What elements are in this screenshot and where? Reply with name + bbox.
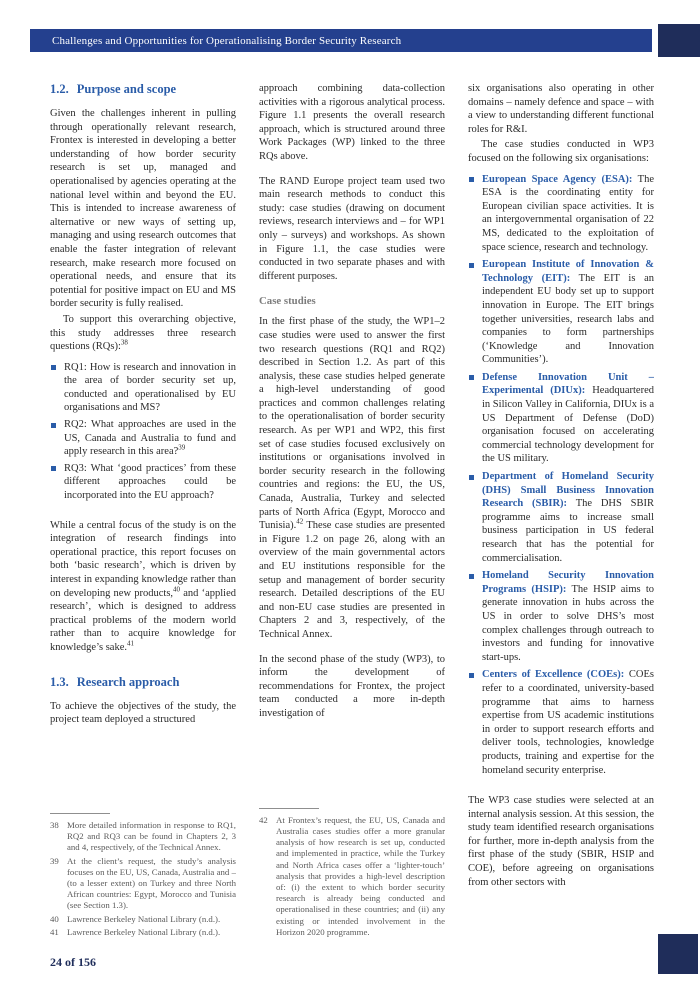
paragraph-text: Given the challenges inherent in pulling through operationally relevant research, Frontex is interested in developing a better understanding of how border security research is set up, managed and operationalised by agencies operating at the national level within and beyond the EU. This is intended to increase awareness of alternative or new ways of setting up, managing and using research outcomes that enable the faster integration of relevant research, make research more focused on operational needs, and ensure that its potential for positive impact on EU and MS border security is fully realised. <box>50 108 236 310</box>
footnote-number: 40 <box>50 913 59 924</box>
org-item-diux <box>468 371 654 466</box>
org-desc: The HSIP aims to generate innovation in hubs across the US in order to solve DHS’s most complex challenges through outreach to investors and funding for innovative start-ups. <box>482 583 654 663</box>
footnote-number: 41 <box>50 926 59 937</box>
page-number: 24 of 156 <box>50 955 96 969</box>
section-title: Research approach <box>76 674 180 689</box>
paragraph-text: While a central focus of the study is on the integration of research findings into operational practice, this report focuses on both ‘basic research’, which is driven by interest in expanding knowledge rather than on developing new products, <box>50 519 236 599</box>
header-bar <box>30 29 652 52</box>
footnote-ref-39: 39 <box>178 443 186 452</box>
footer-corner-square <box>658 934 698 974</box>
org-item-hsip <box>468 569 654 664</box>
footnote-ref-38: 38 <box>120 338 128 347</box>
paragraph <box>468 82 654 136</box>
org-name: European Space Agency (ESA): <box>482 173 633 185</box>
section-number: 1.2. <box>50 82 69 96</box>
footnote-separator <box>259 808 319 809</box>
paragraph-text: The RAND Europe project team used two main research methods to conduct this study: case studies (drawing on document reviews, research interviews and – for WP1 only – surveys) and workshops. As shown in Figure 1.1, the case studies were conducted in two separate phases and with different purposes. <box>259 175 445 282</box>
header-corner-square <box>658 24 700 57</box>
org-name: Homeland Security Innovation Programs (HSIP): <box>482 570 654 595</box>
section-heading-1-2 <box>50 82 236 97</box>
paragraph-text: These case studies are presented in Figure 1.2 on page 26, along with an overview of the main governmental actors and EU institutions responsible for the setup and management of border security research. Detailed descriptions of the EU and non-EU case studies are presented in Chapters 2 and 3, respectively, of the Technical Annex. <box>259 520 445 640</box>
paragraph-text: and ‘applied research’, which is designed to address practical problems of the modern world rather than to acquire knowledge for knowledge’s sake. <box>50 587 236 653</box>
rq-item-1 <box>50 361 236 415</box>
footnote-text: More detailed information in response to RQ1, RQ2 and RQ3 can be found in Chapters 2, 3 and 4, respectively, of the Technical Annex. <box>67 819 236 853</box>
footnote-41 <box>50 927 236 938</box>
paragraph <box>468 794 654 889</box>
org-desc: The EIT is an independent EU body set up to support innovation in Europe. The EIT brings together universities, research labs and companies to form partnerships (‘Knowledge and Innovation Communities’). <box>482 272 654 366</box>
footnote-number: 38 <box>50 819 59 830</box>
footnote-text: At the client’s request, the study’s analysis focuses on the EU, US, Canada, Australia and – (to a lesser extent) on Turkey and three North African countries: Egypt, Morocco and Tunisia (see Section 1.3). <box>67 855 236 911</box>
paragraph <box>50 313 236 354</box>
footnote-38 <box>50 820 236 854</box>
paragraph <box>259 315 445 641</box>
column-right <box>468 82 654 940</box>
paragraph-text: The WP3 case studies were selected at an internal analysis session. At this session, the study team identified research organisations for further, more in-depth analysis from the first phase of the study (SBIR, HSIP and COE), before agreeing on organisations from other sectors with <box>468 795 654 888</box>
paragraph-text: approach combining data-collection activities with a rigorous analytical process. Figure 1.1 presents the overall research approach, which is structured around three Work Packages (WP) linked to the three RQs above. <box>259 83 445 162</box>
paragraph <box>468 138 654 165</box>
organisations-list <box>468 173 654 782</box>
footnotes-middle <box>259 803 445 940</box>
org-name: Defense Innovation Unit – Experimental (DIUx): <box>482 371 654 397</box>
report-title: Challenges and Opportunities for Operationalising Border Security Research <box>52 34 402 47</box>
org-name: European Institute of Innovation & Technology (EIT): <box>482 259 654 284</box>
footnote-39 <box>50 856 236 912</box>
paragraph <box>259 175 445 284</box>
column-middle <box>259 82 445 940</box>
org-desc: The DHS SBIR programme aims to increase small business participation in US federal research that has the potential for commercialisation. <box>482 498 654 564</box>
footnote-separator <box>50 813 110 814</box>
footnote-ref-42: 42 <box>296 517 304 526</box>
section-number: 1.3. <box>50 674 69 689</box>
paragraph <box>259 82 445 164</box>
org-item-coe <box>468 668 654 777</box>
org-desc: Headquartered in Silicon Valley in California, DIUx is a US Department of Defense (DoD) organisation focused on accelerating commercial technology development for the US military. <box>482 385 654 465</box>
footnote-number: 39 <box>50 855 59 866</box>
paragraph <box>50 519 236 655</box>
org-name: Centers of Excellence (COEs): <box>482 669 625 681</box>
paragraph <box>259 653 445 721</box>
paragraph-text: The case studies conducted in WP3 focused on the following six organisations: <box>468 139 654 164</box>
rq-text: RQ3: What ‘good practices’ from these different approaches could be incorporated into the EU approach? <box>64 462 236 502</box>
paragraph-text: In the second phase of the study (WP3), to inform the development of recommendations for Frontex, the project team conducted a more in-depth investigation of <box>259 653 445 719</box>
rq-item-2 <box>50 418 236 459</box>
rq-text: RQ1: How is research and innovation in the area of border security set up, conducted and operationalised by EU organisations and MS? <box>64 361 236 414</box>
footnote-number: 42 <box>259 814 268 825</box>
rq-item-3 <box>50 462 236 503</box>
column-left <box>50 82 236 940</box>
org-desc: COEs refer to a coordinated, university-based programme that aims to harness expertise from US academic institutions in order to support research efforts and deliver tools, technologies, knowledge products, training and expertise for the homeland security enterprise. <box>482 669 654 776</box>
org-item-eit <box>468 258 654 367</box>
org-name: Department of Homeland Security (DHS) Small Business Innovation Research (SBIR): <box>482 471 654 510</box>
paragraph <box>50 107 236 311</box>
section-title: Purpose and scope <box>76 82 177 96</box>
footnote-40 <box>50 914 236 925</box>
footnote-ref-41: 41 <box>126 639 134 648</box>
rq-text: RQ2: What approaches are used in the US, Canada and Australia to fund and apply research in this area? <box>64 419 236 458</box>
content-columns <box>50 82 654 940</box>
footnote-text: Lawrence Berkeley National Library (n.d.). <box>67 926 221 937</box>
footnote-text: At Frontex’s request, the EU, US, Canada and Australia cases studies offer a more granular analysis of how research is set up, conducted and implemented in practice, while the Turkey and North Africa cases offer a ‘lighter-touch’ analysis that provides a high-level description of: (i) the extent to which border security research is already being conducted and operationalised in these countries; and (ii) any existing or intended involvement in the Horizon 2020 programme. <box>276 814 445 937</box>
research-questions-list <box>50 361 236 506</box>
subheading-case-studies: Case studies <box>259 295 316 308</box>
org-item-esa <box>468 173 654 255</box>
paragraph-text: six organisations also operating in other domains – namely defence and space – with a view to understanding different functional roles for R&I. <box>468 83 654 135</box>
footnote-42 <box>259 815 445 938</box>
footnote-ref-40: 40 <box>173 585 181 594</box>
org-desc: The ESA is the coordinating entity for European civilian space activities. It is an intergovernmental organisation of 22 MS, dedicated to the exploitation of space science, research and technology. <box>482 173 654 253</box>
paragraph <box>50 700 236 727</box>
footnotes-left <box>50 808 236 940</box>
paragraph-text: To support this overarching objective, this study addresses three research questions (RQs): <box>50 313 236 353</box>
paragraph-text: To achieve the objectives of the study, the project team deployed a structured <box>50 700 236 726</box>
paragraph-text: In the first phase of the study, the WP1–2 case studies were used to answer the first two research questions (RQ1 and RQ2) described in Section 1.2. As part of this analysis, these case studies helped generate a high-level understanding of good practices and common challenges relating to the operationalisation of border security research. As per WP1 and WP2, this first set of case studies focused exclusively on institutions or organisations involved in border security research in the following countries and regions: the EU, the US, Canada, Australia, Turkey and selected parts of North Africa (Egypt, Morocco and Tunisia). <box>259 316 445 532</box>
section-heading-1-3 <box>50 675 236 690</box>
org-item-sbir <box>468 470 654 565</box>
footnote-text: Lawrence Berkeley National Library (n.d.). <box>67 913 221 924</box>
